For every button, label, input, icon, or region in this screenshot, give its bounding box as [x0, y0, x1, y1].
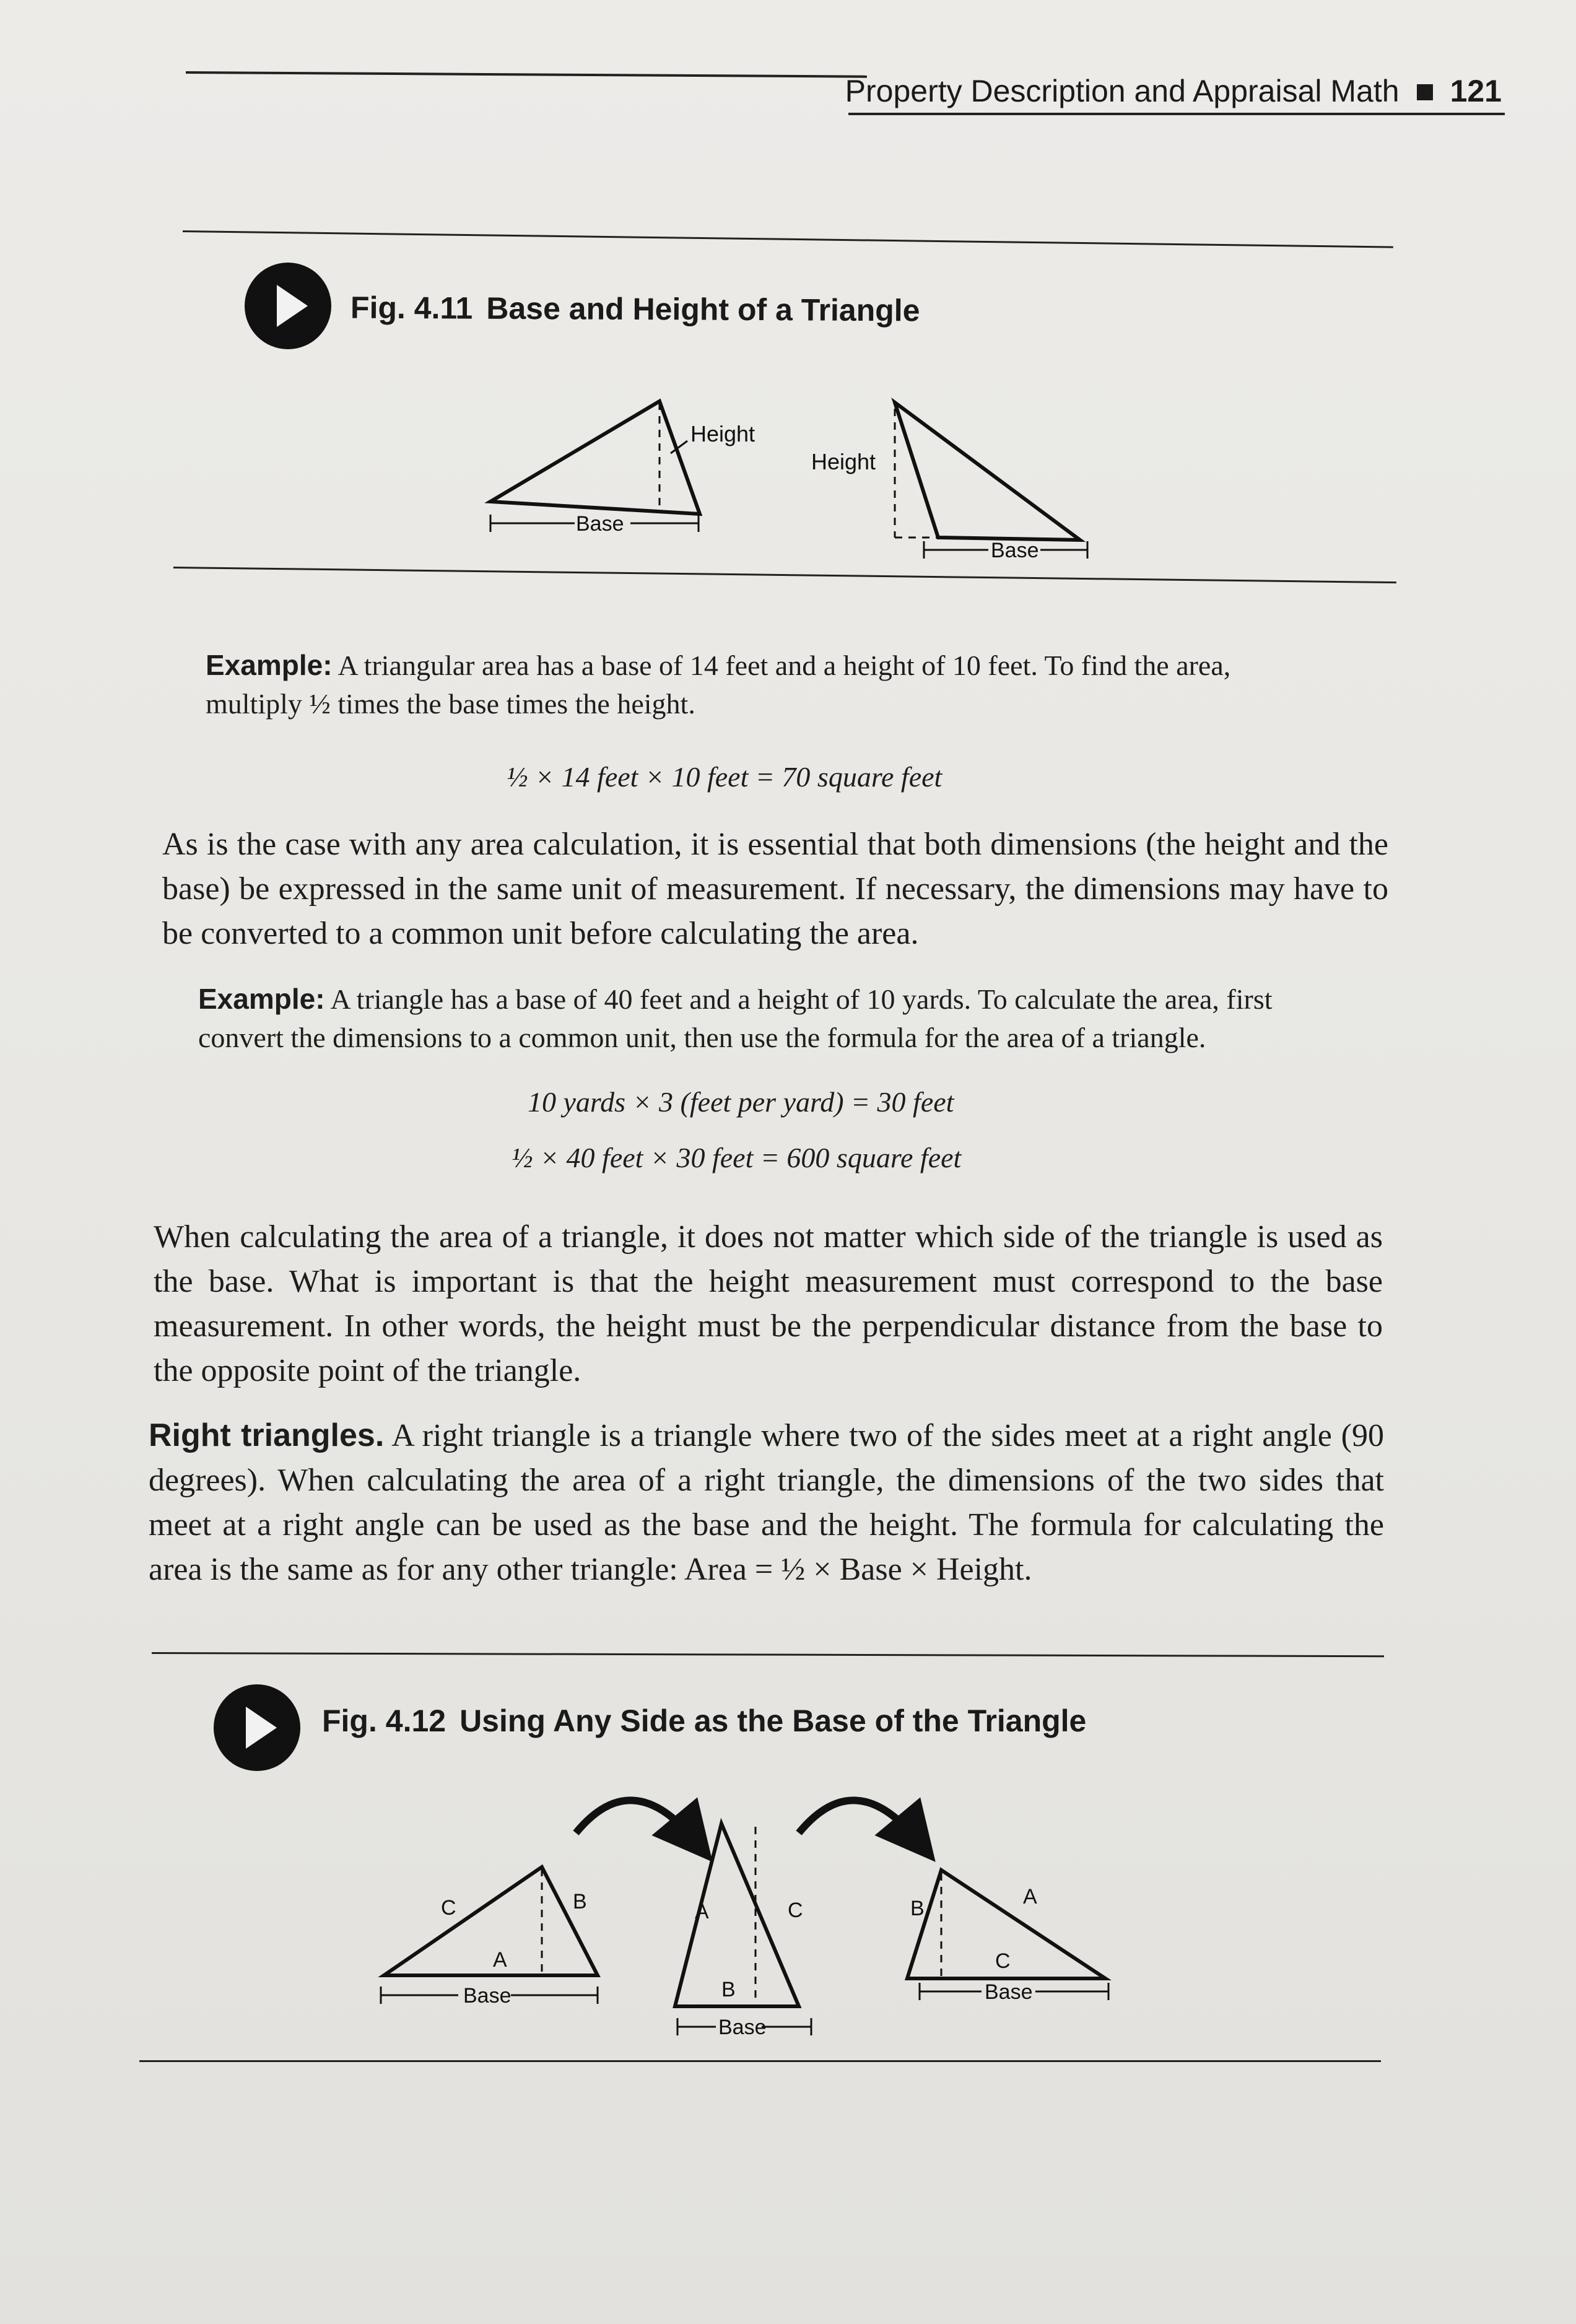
example1-lead: Example: — [206, 649, 333, 681]
play-icon — [245, 263, 331, 349]
fig412-t1-side-c: C — [441, 1896, 456, 1920]
fig411-caption: Base and Height of a Triangle — [486, 290, 920, 328]
fig411-right-height-label: Height — [811, 449, 876, 474]
rotate-arrow-icon-1 — [576, 1800, 694, 1839]
fig412-t2-side-a: A — [695, 1900, 709, 1923]
right-triangles-text: A right triangle is a triangle where two of the sides meet at a right angle (90 degrees). When calculating the area of a right triangle, the dimensions of the two sides that meet at a right angle can be used as the base and the height. The formula for calculating the area is the same as for any other triangle: Area = ½ × Base × Height. — [149, 1418, 1384, 1587]
fig412-t1-side-b: B — [573, 1890, 587, 1913]
fig412-number: Fig. 4.12 — [322, 1704, 446, 1738]
fig411-top-rule — [183, 230, 1393, 248]
fig412-t3-side-b: B — [910, 1897, 925, 1920]
example2-lead: Example: — [198, 983, 325, 1015]
example2-text: A triangle has a base of 40 feet and a height of 10 yards. To calculate the area, first convert the dimensions to a common unit, then use the formula for the area of a triangle. — [198, 983, 1273, 1053]
fig412-t3-side-a: A — [1023, 1885, 1037, 1908]
right-triangles-lead: Right triangles. — [149, 1417, 385, 1453]
fig411-number: Fig. 4.11 — [350, 290, 473, 326]
example1-text: A triangular area has a base of 14 feet and a height of 10 feet. To find the area, multiply ½ times the base times the height. — [206, 650, 1231, 720]
fig412-t3-side-c: C — [995, 1949, 1011, 1973]
header-rule-upper — [186, 71, 867, 78]
fig411-diagram — [483, 384, 1102, 570]
fig412-triangle-1 — [384, 1867, 598, 1975]
fig411-right-base-label: Base — [991, 539, 1039, 562]
fig411-left-height-label: Height — [690, 421, 755, 446]
example1-formula: ½ × 14 feet × 10 feet = 70 square feet — [507, 761, 943, 793]
fig412-bottom-rule — [139, 2060, 1381, 2062]
fig412-t1-base-label: Base — [463, 1984, 512, 2008]
fig412-triangle-2 — [675, 1824, 799, 2006]
rotate-arrow-icon-2 — [799, 1800, 916, 1839]
example2 — [198, 980, 1313, 1057]
fig412-title — [322, 1703, 1086, 1739]
example2-formula1: 10 yards × 3 (feet per yard) = 30 feet — [528, 1086, 954, 1118]
paragraph-units: As is the case with any area calculation, it is essential that both dimensions (the height and the base) be expressed in the same unit of measurement. If necessary, the dimensions may have to be converted to a common unit before calculating the area. — [162, 827, 1388, 951]
paragraph-right-triangles — [149, 1413, 1384, 1592]
running-title: Property Description and Appraisal Math — [845, 74, 1400, 108]
example1 — [206, 646, 1320, 723]
fig411-left-base-label: Base — [576, 512, 624, 536]
fig412-top-rule — [152, 1652, 1384, 1657]
fig411-right-triangle — [895, 403, 1080, 540]
fig411-title — [350, 290, 920, 329]
fig411-left-triangle — [490, 401, 700, 514]
example2-formula2: ½ × 40 feet × 30 feet = 600 square feet — [512, 1142, 962, 1173]
header-square-icon — [1417, 84, 1433, 100]
header-rule-lower — [848, 113, 1505, 115]
fig412-diagram — [372, 1777, 1127, 2043]
fig412-t2-base-label: Base — [718, 2016, 767, 2039]
play-icon-2 — [214, 1684, 300, 1771]
paragraph-any-side: When calculating the area of a triangle, it does not matter which side of the triangle is used as the base. What is important is that the height measurement must correspond to the base measurement. In other words, the height must be the perpendicular distance from the base to the opposite point of the triangle. — [154, 1219, 1383, 1388]
fig412-t2-side-c: C — [788, 1899, 803, 1922]
fig412-t3-base-label: Base — [985, 1980, 1033, 2004]
fig412-t1-side-a: A — [493, 1948, 507, 1972]
fig412-caption: Using Any Side as the Base of the Triangle — [459, 1704, 1087, 1738]
fig412-t2-side-b: B — [721, 1978, 736, 2001]
running-header — [845, 73, 1502, 109]
page-number: 121 — [1450, 74, 1502, 108]
